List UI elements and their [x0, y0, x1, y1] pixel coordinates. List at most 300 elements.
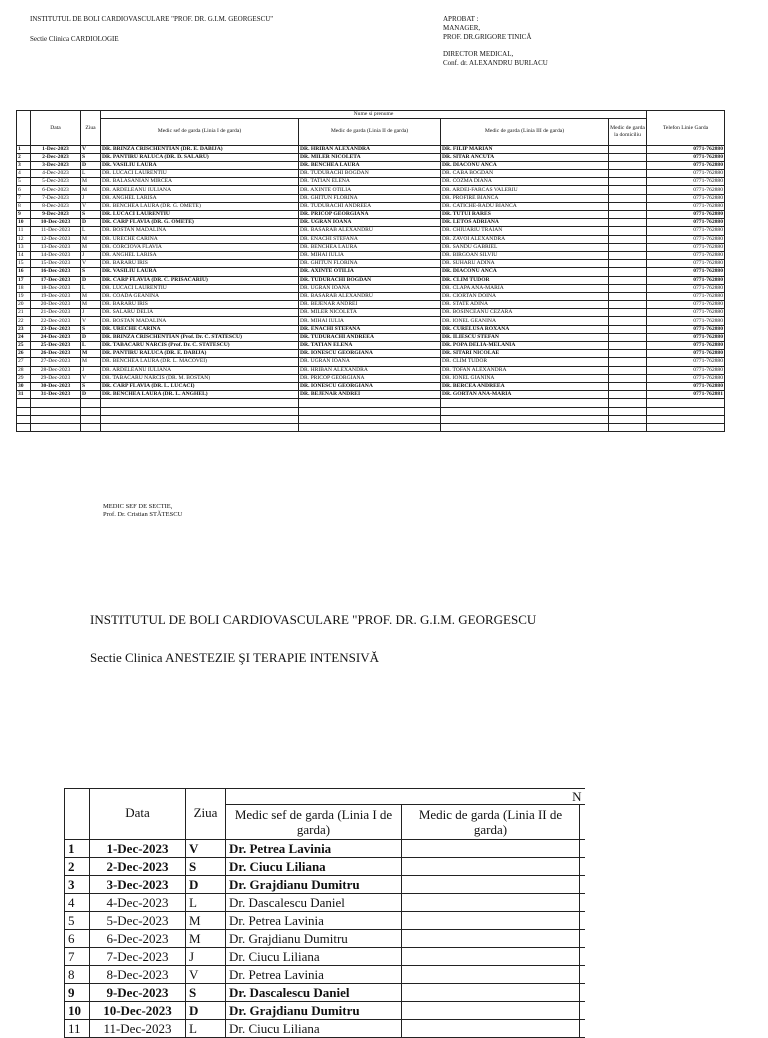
- row-index: 8: [65, 966, 90, 984]
- table-row: [17, 317, 725, 325]
- row-date: 11-Dec-2023: [90, 1020, 186, 1038]
- table-row: [17, 235, 725, 243]
- row-line2-doctor: [402, 984, 580, 1002]
- row-line1-doctor: DR. TABACARU NARCIS (DR. M. BOSTAN): [101, 374, 299, 382]
- table-row: [17, 194, 725, 202]
- empty-row: [17, 407, 725, 415]
- empty-cell: [31, 415, 81, 423]
- row-line3-doctor: DR. IONEL GEANINA: [441, 317, 609, 325]
- row-phone: 0771-762880: [647, 227, 725, 235]
- row-line1-doctor: DR. BARARU IRIS: [101, 260, 299, 268]
- row-line2-doctor: [402, 894, 580, 912]
- table-row: [17, 325, 725, 333]
- row-day: S: [81, 325, 101, 333]
- row-index: 9: [65, 984, 90, 1002]
- row-line1-doctor: Dr. Dascalescu Daniel: [226, 894, 402, 912]
- row-phone: 0771-762880: [647, 317, 725, 325]
- row-phone: 0771-762880: [647, 243, 725, 251]
- header-day-2: Ziua: [186, 789, 226, 840]
- table-row: [65, 948, 585, 966]
- row-home-doctor: [609, 366, 647, 374]
- header-line2-2: Medic de garda (Linia II de garda): [402, 805, 580, 840]
- row-line2-doctor: DR. TUDURACHI ANDREEA: [299, 333, 441, 341]
- row-day: D: [186, 1002, 226, 1020]
- row-phone: 0771-762880: [647, 170, 725, 178]
- row-line1-doctor: DR. LUCACI LAURENTIU: [101, 170, 299, 178]
- row-line1-doctor: DR. BALASANIAN MIRCEA: [101, 178, 299, 186]
- row-index: 25: [17, 342, 31, 350]
- row-date: 24-Dec-2023: [31, 333, 81, 341]
- schedule-rows: [17, 145, 725, 432]
- table-row: [65, 912, 585, 930]
- row-line1-doctor: DR. PANTIRU RALUCA (DR. D. SALARU): [101, 153, 299, 161]
- row-date: 3-Dec-2023: [31, 161, 81, 169]
- empty-cell: [299, 399, 441, 407]
- row-home-doctor: [609, 342, 647, 350]
- row-extra: [580, 1020, 585, 1038]
- row-line2-doctor: [402, 1002, 580, 1020]
- row-line3-doctor: DR. CATICHE-RADU BIANCA: [441, 202, 609, 210]
- row-home-doctor: [609, 186, 647, 194]
- row-day: L: [81, 170, 101, 178]
- row-line3-doctor: DR. TOFAN ALEXANDRA: [441, 366, 609, 374]
- table-row: [17, 366, 725, 374]
- row-date: 25-Dec-2023: [31, 342, 81, 350]
- row-line2-doctor: DR. TATIAN ELENA: [299, 178, 441, 186]
- row-phone: 0771-762880: [647, 333, 725, 341]
- row-day: J: [81, 366, 101, 374]
- row-phone: 0771-762880: [647, 366, 725, 374]
- row-day: S: [81, 268, 101, 276]
- row-date: 9-Dec-2023: [90, 984, 186, 1002]
- row-phone: 0771-762880: [647, 276, 725, 284]
- row-day: L: [81, 342, 101, 350]
- row-index: 1: [17, 145, 31, 153]
- header-index: [17, 111, 31, 146]
- row-day: D: [81, 333, 101, 341]
- row-index: 4: [17, 170, 31, 178]
- row-phone: 0771-762880: [647, 161, 725, 169]
- approval-label: APROBAT :: [443, 15, 479, 23]
- empty-cell: [609, 407, 647, 415]
- row-line3-doctor: DR. BOSINCEANU CEZARA: [441, 309, 609, 317]
- header-group: Nume si prenume: [101, 111, 647, 119]
- row-date: 2-Dec-2023: [90, 858, 186, 876]
- row-line2-doctor: [402, 840, 580, 858]
- empty-row: [17, 399, 725, 407]
- empty-cell: [441, 423, 609, 431]
- row-index: 10: [65, 1002, 90, 1020]
- table-row: [17, 350, 725, 358]
- row-line2-doctor: DR. HRIBAN ALEXANDRA: [299, 366, 441, 374]
- row-line2-doctor: DR. ENACHI STEFANA: [299, 235, 441, 243]
- empty-cell: [17, 407, 31, 415]
- row-line2-doctor: DR. TUDURACHI ANDREEA: [299, 202, 441, 210]
- row-line1-doctor: DR. CARP FLAVIA (DR. G. OMETE): [101, 219, 299, 227]
- row-line3-doctor: DR. SITARI NICOLAE: [441, 350, 609, 358]
- row-line2-doctor: [402, 948, 580, 966]
- empty-cell: [647, 423, 725, 431]
- row-line3-doctor: DR. SITAR ANCUTA: [441, 153, 609, 161]
- header-group-2: N: [226, 789, 585, 805]
- header-phone: Telefon Linie Garda: [647, 111, 725, 146]
- row-phone: 0771-762880: [647, 211, 725, 219]
- row-index: 21: [17, 309, 31, 317]
- approval-director-label: DIRECTOR MEDICAL,: [443, 50, 514, 58]
- row-day: S: [81, 153, 101, 161]
- row-line2-doctor: DR. BEJENAR ANDREI: [299, 391, 441, 399]
- table-row: [17, 219, 725, 227]
- row-date: 13-Dec-2023: [31, 243, 81, 251]
- row-line2-doctor: DR. TUDURACHI BOGDAN: [299, 170, 441, 178]
- row-index: 23: [17, 325, 31, 333]
- row-line1-doctor: DR. LUCACI LAURENTIU: [101, 284, 299, 292]
- table-row: [17, 145, 725, 153]
- row-day: M: [81, 235, 101, 243]
- row-date: 19-Dec-2023: [31, 292, 81, 300]
- row-phone: 0771-762880: [647, 325, 725, 333]
- empty-cell: [31, 423, 81, 431]
- table-row: [17, 292, 725, 300]
- row-line3-doctor: DR. STATE ADINA: [441, 301, 609, 309]
- row-home-doctor: [609, 309, 647, 317]
- row-phone: 0771-762880: [647, 301, 725, 309]
- row-day: L: [186, 894, 226, 912]
- row-index: 3: [65, 876, 90, 894]
- row-index: 6: [65, 930, 90, 948]
- row-day: J: [186, 948, 226, 966]
- row-day: V: [81, 202, 101, 210]
- row-line2-doctor: DR. BASARAB ALEXANDRU: [299, 227, 441, 235]
- row-day: M: [81, 186, 101, 194]
- row-line2-doctor: [402, 1020, 580, 1038]
- row-line1-doctor: DR. BARARU IRIS: [101, 301, 299, 309]
- row-line1-doctor: DR. VASILIU LAURA: [101, 268, 299, 276]
- row-day: V: [81, 260, 101, 268]
- row-home-doctor: [609, 178, 647, 186]
- header-index-2: [65, 789, 90, 840]
- empty-cell: [299, 423, 441, 431]
- row-line3-doctor: DR. SUHARU ADINA: [441, 260, 609, 268]
- row-home-doctor: [609, 301, 647, 309]
- row-line2-doctor: DR. GHITUN FLORINA: [299, 194, 441, 202]
- row-extra: [580, 912, 585, 930]
- row-date: 8-Dec-2023: [90, 966, 186, 984]
- row-line1-doctor: DR. ARDELEANU IULIANA: [101, 186, 299, 194]
- row-line3-doctor: DR. DIACONU ANCA: [441, 268, 609, 276]
- empty-row: [17, 423, 725, 431]
- row-line2-doctor: DR. MIHAI IULIA: [299, 251, 441, 259]
- table-row: [17, 374, 725, 382]
- table-row: [17, 276, 725, 284]
- anesthesia-table-viewport: [64, 788, 582, 1036]
- row-line2-doctor: DR. TATIAN ELENA: [299, 342, 441, 350]
- row-line3-doctor: DR. CLIM TUDOR: [441, 358, 609, 366]
- row-home-doctor: [609, 243, 647, 251]
- row-home-doctor: [609, 333, 647, 341]
- row-line1-doctor: DR. BENCHEA LAURA (DR. L. ANGHEL): [101, 391, 299, 399]
- row-date: 9-Dec-2023: [31, 211, 81, 219]
- row-line3-doctor: DR. CHIUARIU TRAIAN: [441, 227, 609, 235]
- row-line2-doctor: DR. AXINTE OTILIA: [299, 186, 441, 194]
- row-index: 12: [17, 235, 31, 243]
- row-date: 18-Dec-2023: [31, 284, 81, 292]
- empty-cell: [101, 407, 299, 415]
- row-line1-doctor: DR. ANGHEL LARISA: [101, 194, 299, 202]
- row-day: D: [81, 219, 101, 227]
- row-day: D: [186, 876, 226, 894]
- row-index: 2: [17, 153, 31, 161]
- row-line2-doctor: [402, 966, 580, 984]
- row-index: 7: [17, 194, 31, 202]
- row-line2-doctor: [402, 930, 580, 948]
- row-extra: [580, 966, 585, 984]
- row-line1-doctor: DR. BENCHEA LAURA (DR. G. OMETE): [101, 202, 299, 210]
- row-extra: [580, 894, 585, 912]
- table-row: [17, 227, 725, 235]
- row-date: 22-Dec-2023: [31, 317, 81, 325]
- row-line1-doctor: DR. VASILIU LAURA: [101, 161, 299, 169]
- table-row: [17, 342, 725, 350]
- header-day: Ziua: [81, 111, 101, 146]
- row-index: 17: [17, 276, 31, 284]
- row-line1-doctor: DR. CARP FLAVIA (DR. C. PRISACARIU): [101, 276, 299, 284]
- row-line3-doctor: DR. CURELUSA ROXANA: [441, 325, 609, 333]
- row-phone: 0771-762880: [647, 194, 725, 202]
- row-line3-doctor: DR. GORTAN ANA-MARIA: [441, 391, 609, 399]
- row-line1-doctor: DR. COADA GEANINA: [101, 292, 299, 300]
- row-date: 5-Dec-2023: [31, 178, 81, 186]
- row-line2-doctor: DR. PRICOP GEORGIANA: [299, 211, 441, 219]
- row-phone: 0771-762880: [647, 251, 725, 259]
- empty-cell: [17, 423, 31, 431]
- row-index: 14: [17, 251, 31, 259]
- header-home: Medic de garda la domiciliu: [609, 118, 647, 145]
- row-line3-doctor: DR. CLIM TUDOR: [441, 276, 609, 284]
- empty-row: [17, 415, 725, 423]
- row-date: 4-Dec-2023: [31, 170, 81, 178]
- table-row: [65, 1020, 585, 1038]
- row-line2-doctor: DR. GHITUN FLORINA: [299, 260, 441, 268]
- row-date: 29-Dec-2023: [31, 374, 81, 382]
- row-home-doctor: [609, 350, 647, 358]
- row-date: 6-Dec-2023: [90, 930, 186, 948]
- row-home-doctor: [609, 260, 647, 268]
- row-line1-doctor: Dr. Dascalescu Daniel: [226, 984, 402, 1002]
- row-line1-doctor: DR. URECHE CARINA: [101, 235, 299, 243]
- row-date: 5-Dec-2023: [90, 912, 186, 930]
- empty-cell: [17, 415, 31, 423]
- cardiology-schedule-table: [16, 110, 725, 432]
- row-home-doctor: [609, 194, 647, 202]
- row-extra: [580, 930, 585, 948]
- table-row: [17, 284, 725, 292]
- empty-cell: [101, 399, 299, 407]
- empty-cell: [441, 399, 609, 407]
- row-index: 15: [17, 260, 31, 268]
- table-row: [17, 178, 725, 186]
- empty-cell: [609, 423, 647, 431]
- row-line3-doctor: DR. ARDEI-FARCAS VALERIU: [441, 186, 609, 194]
- empty-cell: [81, 399, 101, 407]
- row-date: 10-Dec-2023: [90, 1002, 186, 1020]
- row-line1-doctor: DR. CORCIOVA FLAVIA: [101, 243, 299, 251]
- empty-cell: [81, 415, 101, 423]
- row-date: 27-Dec-2023: [31, 358, 81, 366]
- row-date: 3-Dec-2023: [90, 876, 186, 894]
- empty-cell: [647, 399, 725, 407]
- header-date: Data: [31, 111, 81, 146]
- row-date: 17-Dec-2023: [31, 276, 81, 284]
- row-line1-doctor: Dr. Grajdianu Dumitru: [226, 876, 402, 894]
- row-extra: [580, 984, 585, 1002]
- header-date-2: Data: [90, 789, 186, 840]
- row-home-doctor: [609, 202, 647, 210]
- table-row: [65, 840, 585, 858]
- row-extra: [580, 840, 585, 858]
- row-date: 15-Dec-2023: [31, 260, 81, 268]
- row-line1-doctor: DR. BENCHEA LAURA (DR. L. MACOVEI): [101, 358, 299, 366]
- row-date: 21-Dec-2023: [31, 309, 81, 317]
- approval-manager-label: MANAGER,: [443, 24, 481, 32]
- row-line2-doctor: DR. ENACHI STEFANA: [299, 325, 441, 333]
- row-index: 19: [17, 292, 31, 300]
- row-home-doctor: [609, 251, 647, 259]
- table-row: [17, 301, 725, 309]
- row-index: 4: [65, 894, 90, 912]
- empty-cell: [17, 399, 31, 407]
- header-line3: Medic de garda (Linia III de garda): [441, 118, 609, 145]
- row-line3-doctor: DR. POPA DELIA-MELANIA: [441, 342, 609, 350]
- row-line1-doctor: Dr. Grajdianu Dumitru: [226, 930, 402, 948]
- row-line3-doctor: DR. CABA BOGDAN: [441, 170, 609, 178]
- row-line1-doctor: Dr. Ciucu Liliana: [226, 1020, 402, 1038]
- row-index: 30: [17, 382, 31, 390]
- table-row: [17, 382, 725, 390]
- row-index: 31: [17, 391, 31, 399]
- empty-cell: [609, 415, 647, 423]
- row-date: 6-Dec-2023: [31, 186, 81, 194]
- row-index: 20: [17, 301, 31, 309]
- row-index: 18: [17, 284, 31, 292]
- row-line2-doctor: DR. PRICOP GEORGIANA: [299, 374, 441, 382]
- row-index: 16: [17, 268, 31, 276]
- row-line3-doctor: DR. CIORTAN DOINA: [441, 292, 609, 300]
- row-phone: 0771-762880: [647, 145, 725, 153]
- table-row: [17, 260, 725, 268]
- row-line2-doctor: DR. BENCHEA LAURA: [299, 243, 441, 251]
- empty-cell: [299, 407, 441, 415]
- table-row: [17, 153, 725, 161]
- row-line2-doctor: DR. AXINTE OTILIA: [299, 268, 441, 276]
- section-title: Sectie Clinica CARDIOLOGIE: [30, 35, 119, 43]
- row-home-doctor: [609, 170, 647, 178]
- row-day: S: [81, 382, 101, 390]
- row-date: 7-Dec-2023: [31, 194, 81, 202]
- row-line3-doctor: DR. LETOS ADRIANA: [441, 219, 609, 227]
- table-row: [17, 251, 725, 259]
- empty-cell: [299, 415, 441, 423]
- table-row: [65, 930, 585, 948]
- anesthesia-rows: [65, 840, 585, 1038]
- row-date: 30-Dec-2023: [31, 382, 81, 390]
- row-line3-doctor: DR. FILIP MARIAN: [441, 145, 609, 153]
- table-row: [65, 894, 585, 912]
- row-phone: 0771-762880: [647, 260, 725, 268]
- row-index: 2: [65, 858, 90, 876]
- row-line1-doctor: Dr. Petrea Lavinia: [226, 966, 402, 984]
- row-line1-doctor: DR. BOSTAN MADALINA: [101, 317, 299, 325]
- row-phone: 0771-762880: [647, 153, 725, 161]
- row-home-doctor: [609, 292, 647, 300]
- row-index: 24: [17, 333, 31, 341]
- row-date: 26-Dec-2023: [31, 350, 81, 358]
- row-line3-doctor: DR. BIRGOAN SILVIU: [441, 251, 609, 259]
- row-line3-doctor: DR. BERCEA ANDREEA: [441, 382, 609, 390]
- row-day: M: [186, 912, 226, 930]
- row-day: L: [186, 1020, 226, 1038]
- row-day: J: [81, 309, 101, 317]
- row-line2-doctor: DR. MILER NICOLETA: [299, 309, 441, 317]
- empty-cell: [81, 423, 101, 431]
- row-phone: 0771-762880: [647, 284, 725, 292]
- row-line3-doctor: DR. PROFIRE BIANCA: [441, 194, 609, 202]
- row-day: S: [186, 984, 226, 1002]
- anesthesia-schedule-table: [64, 788, 585, 1038]
- row-line1-doctor: Dr. Petrea Lavinia: [226, 840, 402, 858]
- row-date: 11-Dec-2023: [31, 227, 81, 235]
- empty-cell: [647, 407, 725, 415]
- row-date: 8-Dec-2023: [31, 202, 81, 210]
- row-index: 10: [17, 219, 31, 227]
- table-row: [65, 1002, 585, 1020]
- row-line1-doctor: DR. PANTIRU RALUCA (DR. E. DABIJA): [101, 350, 299, 358]
- row-phone: 0771-762880: [647, 374, 725, 382]
- row-phone: 0771-762880: [647, 186, 725, 194]
- row-line1-doctor: DR. ANGHEL LARISA: [101, 251, 299, 259]
- row-day: J: [81, 194, 101, 202]
- signature-title: MEDIC SEF DE SECTIE,: [103, 503, 173, 510]
- row-index: 26: [17, 350, 31, 358]
- row-date: 16-Dec-2023: [31, 268, 81, 276]
- row-home-doctor: [609, 391, 647, 399]
- row-index: 11: [65, 1020, 90, 1038]
- row-line1-doctor: DR. ARDELEANU IULIANA: [101, 366, 299, 374]
- row-line2-doctor: DR. TUDURACHI BOGDAN: [299, 276, 441, 284]
- table-row: [17, 170, 725, 178]
- institute-title-2: INSTITUTUL DE BOLI CARDIOVASCULARE "PROF. DR. G.I.M. GEORGESCU: [90, 612, 537, 627]
- section-title-2: Sectie Clinica ANESTEZIE ŞI TERAPIE INTENSIVĂ: [90, 650, 379, 665]
- row-home-doctor: [609, 268, 647, 276]
- row-home-doctor: [609, 382, 647, 390]
- empty-cell: [441, 407, 609, 415]
- empty-cell: [609, 399, 647, 407]
- row-day: M: [81, 243, 101, 251]
- row-day: S: [81, 211, 101, 219]
- row-home-doctor: [609, 276, 647, 284]
- row-extra: [580, 1002, 585, 1020]
- row-date: 23-Dec-2023: [31, 325, 81, 333]
- row-line1-doctor: DR. URECHE CARINA: [101, 325, 299, 333]
- header-extra-2: [580, 805, 585, 840]
- row-date: 14-Dec-2023: [31, 251, 81, 259]
- table-row: [17, 202, 725, 210]
- empty-cell: [101, 415, 299, 423]
- row-day: D: [81, 276, 101, 284]
- row-line3-doctor: DR. TUTUI RARES: [441, 211, 609, 219]
- row-line3-doctor: DR. ILIESCU STEFAN: [441, 333, 609, 341]
- row-index: 22: [17, 317, 31, 325]
